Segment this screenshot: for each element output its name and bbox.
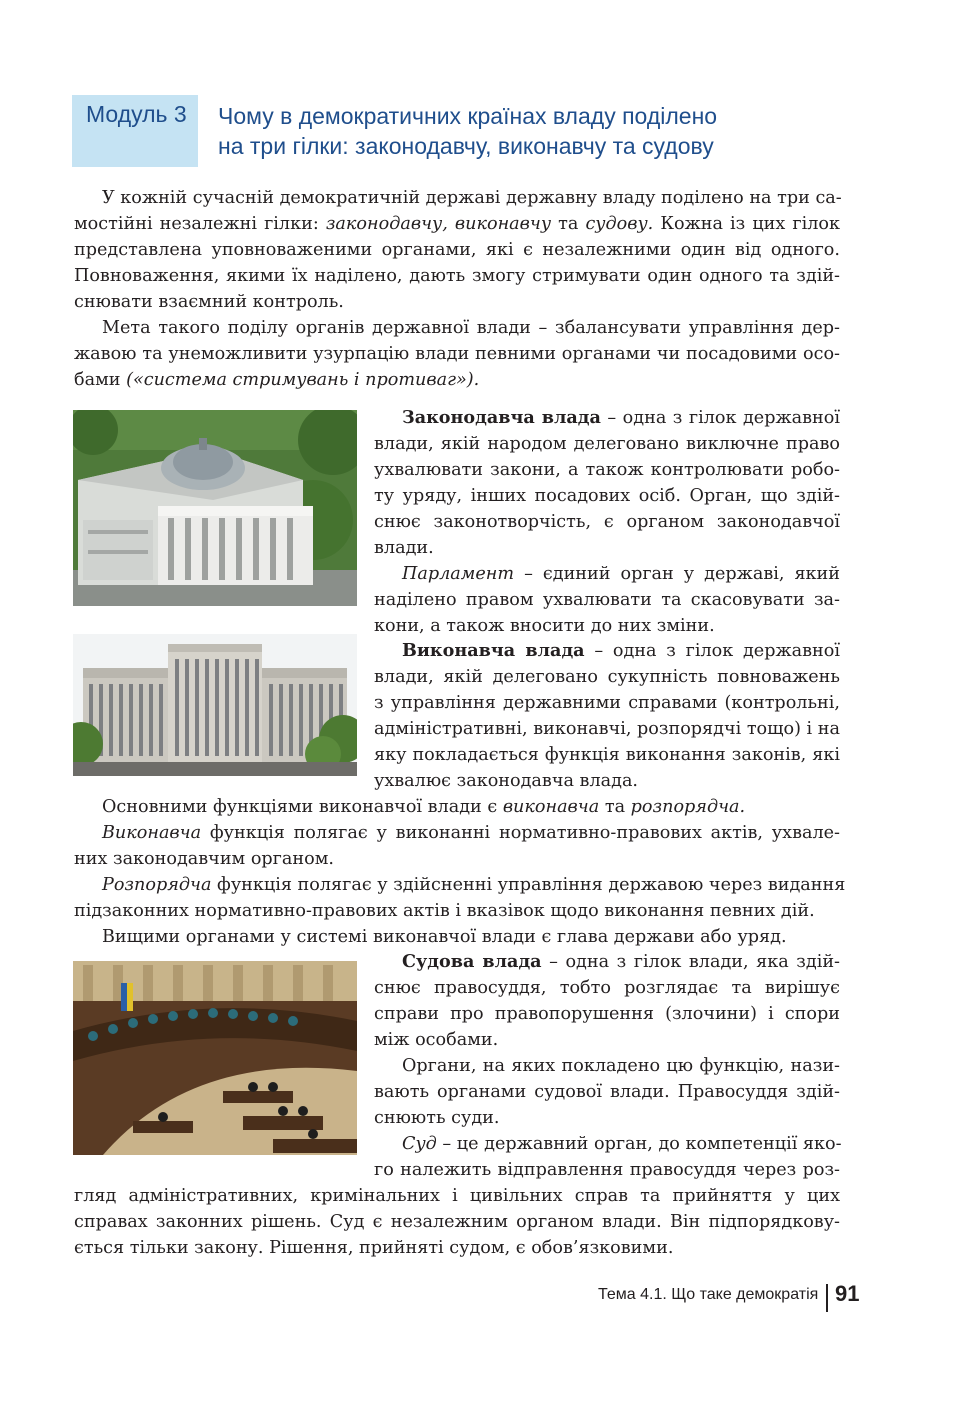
- executive-function-paragraph: [74, 820, 840, 872]
- text-line: ту уряду, інших посадових осіб. Орган, що здій-: [374, 486, 840, 506]
- text-line: яку покладається функція виконання законів, які: [374, 745, 840, 765]
- text-line: них законодавчим органом.: [74, 849, 334, 869]
- text-line: Парламент – єдиний орган у державі, який: [402, 564, 840, 584]
- text-line: Вищими органами у системі виконавчої влади є глава держави або уряд.: [102, 927, 787, 947]
- text-line: Повноваження, якими їх наділено, дають змогу стримувати один одного та здій-: [74, 266, 840, 286]
- text-line: Виконавча влада – одна з гілок державної: [402, 640, 840, 661]
- text-line: Мета такого поділу органів державної влади – збалансувати управління дер-: [102, 318, 840, 338]
- module-title-line: на три гілки: законодавчу, виконавчу та судову: [218, 133, 714, 159]
- intro-paragraph: [74, 185, 840, 315]
- text-line: Законодавча влада – одна з гілок державної: [402, 407, 840, 428]
- text-line: снюють суди.: [374, 1108, 500, 1128]
- functions-paragraph: [74, 794, 840, 820]
- parliament-paragraph: [374, 561, 840, 639]
- module-label: Модуль 3: [86, 101, 187, 127]
- text-line: справах законних рішень. Суд є незалежним органом влади. Він підпорядкову-: [74, 1212, 840, 1232]
- judicial-organs-paragraph: [374, 1053, 840, 1131]
- text-line: снює законотворчість, є органом законодавчої: [374, 512, 840, 532]
- parliament-building-photo: [73, 410, 357, 606]
- text-line: жавою та унеможливити узурпацію влади певними органами чи посадовими осо-: [74, 344, 840, 364]
- footer-divider: [826, 1284, 828, 1312]
- module-title-line: Чому в демократичних країнах владу поділено: [218, 103, 718, 129]
- administrative-function-paragraph: [74, 872, 846, 924]
- text-line: влади, якій делеговано сукупність повноважень: [374, 667, 840, 687]
- courtroom-photo: [73, 961, 357, 1155]
- module-title: [218, 101, 858, 161]
- text-line: Органи, на яких покладено цю функцію, нази-: [402, 1056, 840, 1076]
- text-line: Судова влада – одна з гілок влади, яка здій-: [402, 951, 840, 972]
- court-definition-narrow: [374, 1131, 840, 1183]
- court-definition-wide: [74, 1183, 840, 1261]
- text-line: представлена уповноваженими органами, які є незалежними один від одного.: [74, 240, 840, 260]
- text-line: з управління державними справами (контрольні,: [374, 693, 840, 713]
- legislative-paragraph: [374, 405, 840, 561]
- text-line: мостійні незалежні гілки: законодавчу, виконавчу та судову. Кожна із цих гілок: [74, 214, 840, 234]
- government-building-photo: [73, 634, 357, 776]
- text-line: наділено правом ухвалювати та скасовувати за-: [374, 590, 840, 610]
- text-line: снювати взаємний контроль.: [74, 292, 344, 312]
- text-line: гляд адміністративних, кримінальних і цивільних справ та прийняття у цих: [74, 1186, 840, 1206]
- text-line: бами («система стримувань і противаг»).: [74, 370, 480, 390]
- text-line: Виконавча функція полягає у виконанні нормативно-правових актів, ухвале-: [102, 823, 840, 843]
- highest-organs-paragraph: [74, 924, 840, 950]
- text-line: вають органами судової влади. Правосуддя здій-: [374, 1082, 840, 1102]
- text-line: Розпорядча функція полягає у здійсненні управління державою через видання: [102, 875, 846, 895]
- executive-paragraph: [374, 638, 840, 794]
- text-line: Основними функціями виконавчої влади є виконавча та розпорядча.: [102, 797, 746, 817]
- judicial-paragraph: [374, 949, 840, 1053]
- text-line: го належить відправлення правосуддя через роз-: [374, 1160, 840, 1180]
- text-line: ється тільки закону. Рішення, прийняті судом, є обов’язковими.: [74, 1238, 674, 1258]
- footer-topic: Тема 4.1. Що таке демократія: [598, 1286, 819, 1303]
- text-line: влади.: [374, 538, 434, 558]
- text-line: кони, а також вносити до них зміни.: [374, 616, 715, 636]
- text-line: між особами.: [374, 1030, 499, 1050]
- text-line: влади, якій народом делеговано виключне право: [374, 434, 840, 454]
- purpose-paragraph: [74, 315, 840, 393]
- text-line: У кожній сучасній демократичній державі державну владу поділено на три са-: [102, 188, 842, 208]
- text-line: справи про правопорушення (злочини) і спори: [374, 1004, 840, 1024]
- text-line: підзаконних нормативно-правових актів і вказівок щодо виконання певних дій.: [74, 901, 815, 921]
- text-line: ухвалювати закони, а також контролювати робо-: [374, 460, 840, 480]
- page-number: 91: [835, 1281, 860, 1306]
- text-line: ухвалює законодавча влада.: [374, 771, 639, 791]
- text-line: снює правосуддя, тобто розглядає та вирішує: [374, 978, 840, 998]
- text-line: адміністративні, виконавчі, розпорядчі тощо) і на: [374, 719, 840, 739]
- text-line: Суд – це державний орган, до компетенції яко-: [402, 1134, 842, 1154]
